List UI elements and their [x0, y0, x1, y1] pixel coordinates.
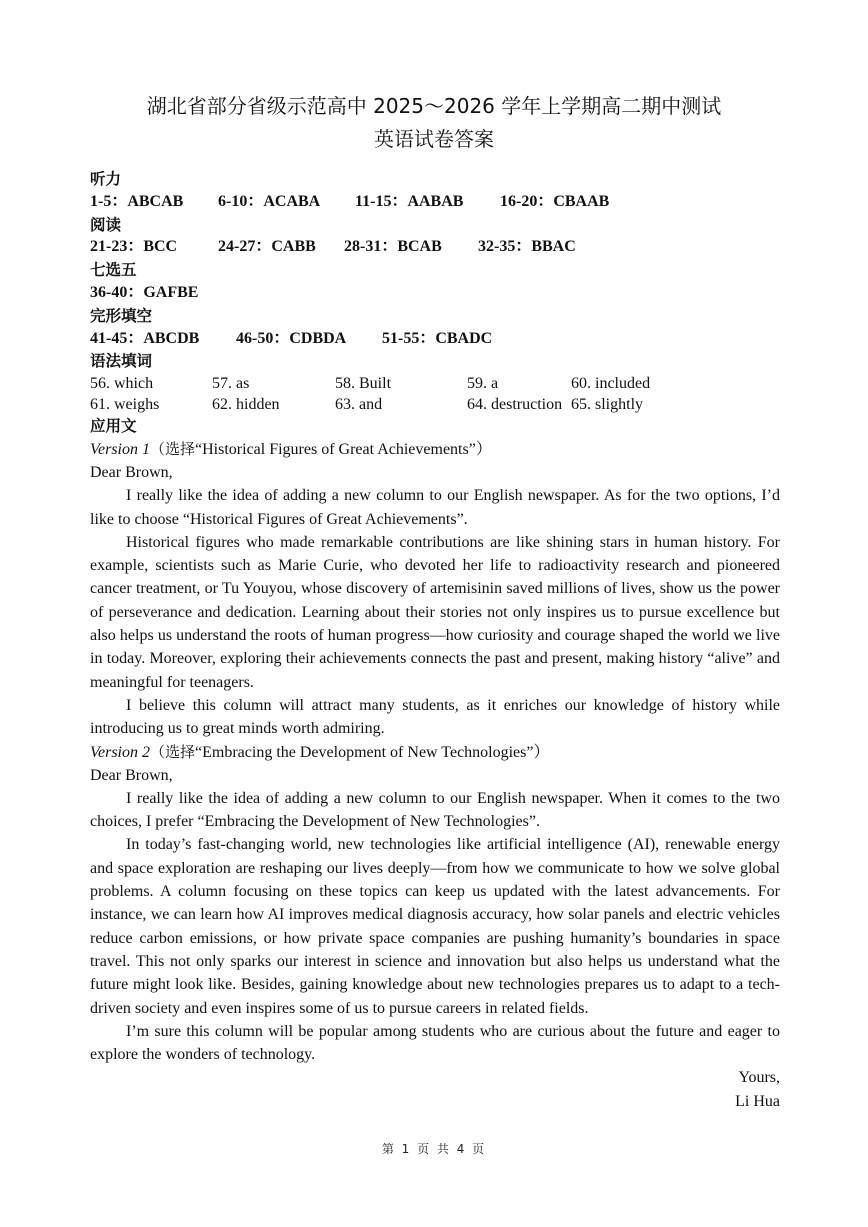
essay-paragraph: Historical figures who made remarkable contributions are like shining stars in human history. For example, scientists such as Marie Curie, who devoted her life to radioactivity research and pioneered cancer treatment, or Tu Youyou, whose discovery of artemisinin saved millions of lives, show us the power of perseverance and dedication. Learning about their stories not only inspires us to pursue excellence but also helps us understand the roots of human progress—how curiosity and courage shaped the world we live in today. Moreover, exploring their achievements connects the past and present, making history “alive” and meaningful for teenagers.	[90, 533, 780, 691]
essay-paragraph: I believe this column will attract many students, as it enriches our knowledge of history while introducing us to great minds worth admiring.	[90, 696, 780, 738]
section-heading-seven-choose-five: 七选五	[90, 261, 137, 280]
grammar-answer: 58. Built	[335, 375, 392, 393]
section-heading-writing: 应用文	[90, 417, 137, 436]
answer-group: 51-55：CBADC	[382, 329, 493, 347]
grammar-answer: 59. a	[467, 375, 499, 393]
choice-prefix: （选择	[150, 439, 196, 458]
page-subtitle: 英语试卷答案	[374, 127, 494, 151]
essay-paragraph: In today’s fast-changing world, new technologies like artificial intelligence (AI), renewable energy and space exploration are reshaping our lives deeply—from how we communicate to how we solve global problems. A column focusing on these topics can keep us updated with the latest advancements. For instance, we can learn how AI improves medical diagnosis accuracy, how solar panels and electric vehicles reduce carbon emissions, or how private space companies are pushing humanity’s boundaries in space travel. This not only sparks our interest in science and innovation but also helps us understand what the future might look like. Besides, gaining knowledge about new technologies prepares us to adapt to a tech-driven society and even inspires some of us to pursue careers in related fields.	[90, 836, 780, 1017]
listening-answers	[90, 191, 780, 214]
answer-group: 1-5：ABCAB	[90, 192, 184, 210]
grammar-answer: 62. hidden	[212, 396, 280, 414]
answer-group: 11-15：AABAB	[355, 192, 464, 210]
page-title: 湖北省部分省级示范高中 2025～2026 学年上学期高二期中测试	[146, 94, 722, 118]
answer-group: 32-35：BBAC	[478, 238, 576, 256]
grammar-answer: 65. slightly	[571, 396, 644, 414]
page-number: 第 1 页 共 4 页	[381, 1142, 487, 1156]
cloze-answers	[90, 328, 780, 351]
grammar-answer: 57. as	[212, 375, 250, 393]
choice-prefix: （选择	[150, 742, 196, 761]
reading-answers	[90, 236, 780, 259]
section-heading-reading: 阅读	[90, 215, 122, 234]
choice-title: “Historical Figures of Great Achievements”）	[195, 440, 492, 458]
grammar-answer: 64. destruction	[467, 396, 563, 414]
answer-group: 28-31：BCAB	[344, 238, 442, 256]
answer-group: 46-50：CDBDA	[236, 329, 347, 347]
essay-paragraph: I really like the idea of adding a new column to our English newspaper. When it comes to the two choices, I prefer “Embracing the Development of New Technologies”.	[90, 789, 780, 831]
section-heading-grammar: 语法填词	[90, 352, 153, 371]
salutation: Dear Brown,	[90, 463, 173, 481]
seven-choose-five-answers	[90, 282, 780, 305]
section-heading-listening: 听力	[90, 170, 122, 188]
answer-group: 16-20：CBAAB	[500, 192, 610, 210]
grammar-answer: 56. which	[90, 375, 154, 393]
answer-content	[90, 168, 780, 1113]
grammar-answers-row	[90, 394, 780, 415]
version-label: Version 1	[90, 440, 150, 458]
choice-title: “Embracing the Development of New Technologies”）	[195, 743, 550, 761]
essay-paragraph: I’m sure this column will be popular among students who are curious about the future and eager to explore the wonders of technology.	[90, 1022, 780, 1064]
grammar-answers-row	[90, 373, 780, 394]
version-label: Version 2	[90, 743, 150, 761]
answer-group: 24-27：CABB	[218, 238, 316, 256]
answer-group: 36-40：GAFBE	[90, 283, 199, 301]
section-heading-cloze: 完形填空	[90, 306, 153, 325]
closing: Yours,	[738, 1069, 780, 1087]
answer-group: 6-10：ACABA	[218, 192, 321, 210]
grammar-answer: 63. and	[335, 396, 383, 414]
signature: Li Hua	[735, 1092, 780, 1110]
essay-paragraph: I really like the idea of adding a new column to our English newspaper. As for the two options, I’d like to choose “Historical Figures of Great Achievements”.	[90, 487, 780, 528]
answer-group: 21-23：BCC	[90, 238, 178, 256]
grammar-answer: 61. weighs	[90, 396, 160, 414]
grammar-answer: 60. included	[571, 375, 651, 393]
salutation: Dear Brown,	[90, 766, 173, 784]
version-1-heading	[90, 438, 780, 461]
answer-group: 41-45：ABCDB	[90, 329, 200, 347]
version-2-heading	[90, 741, 780, 764]
